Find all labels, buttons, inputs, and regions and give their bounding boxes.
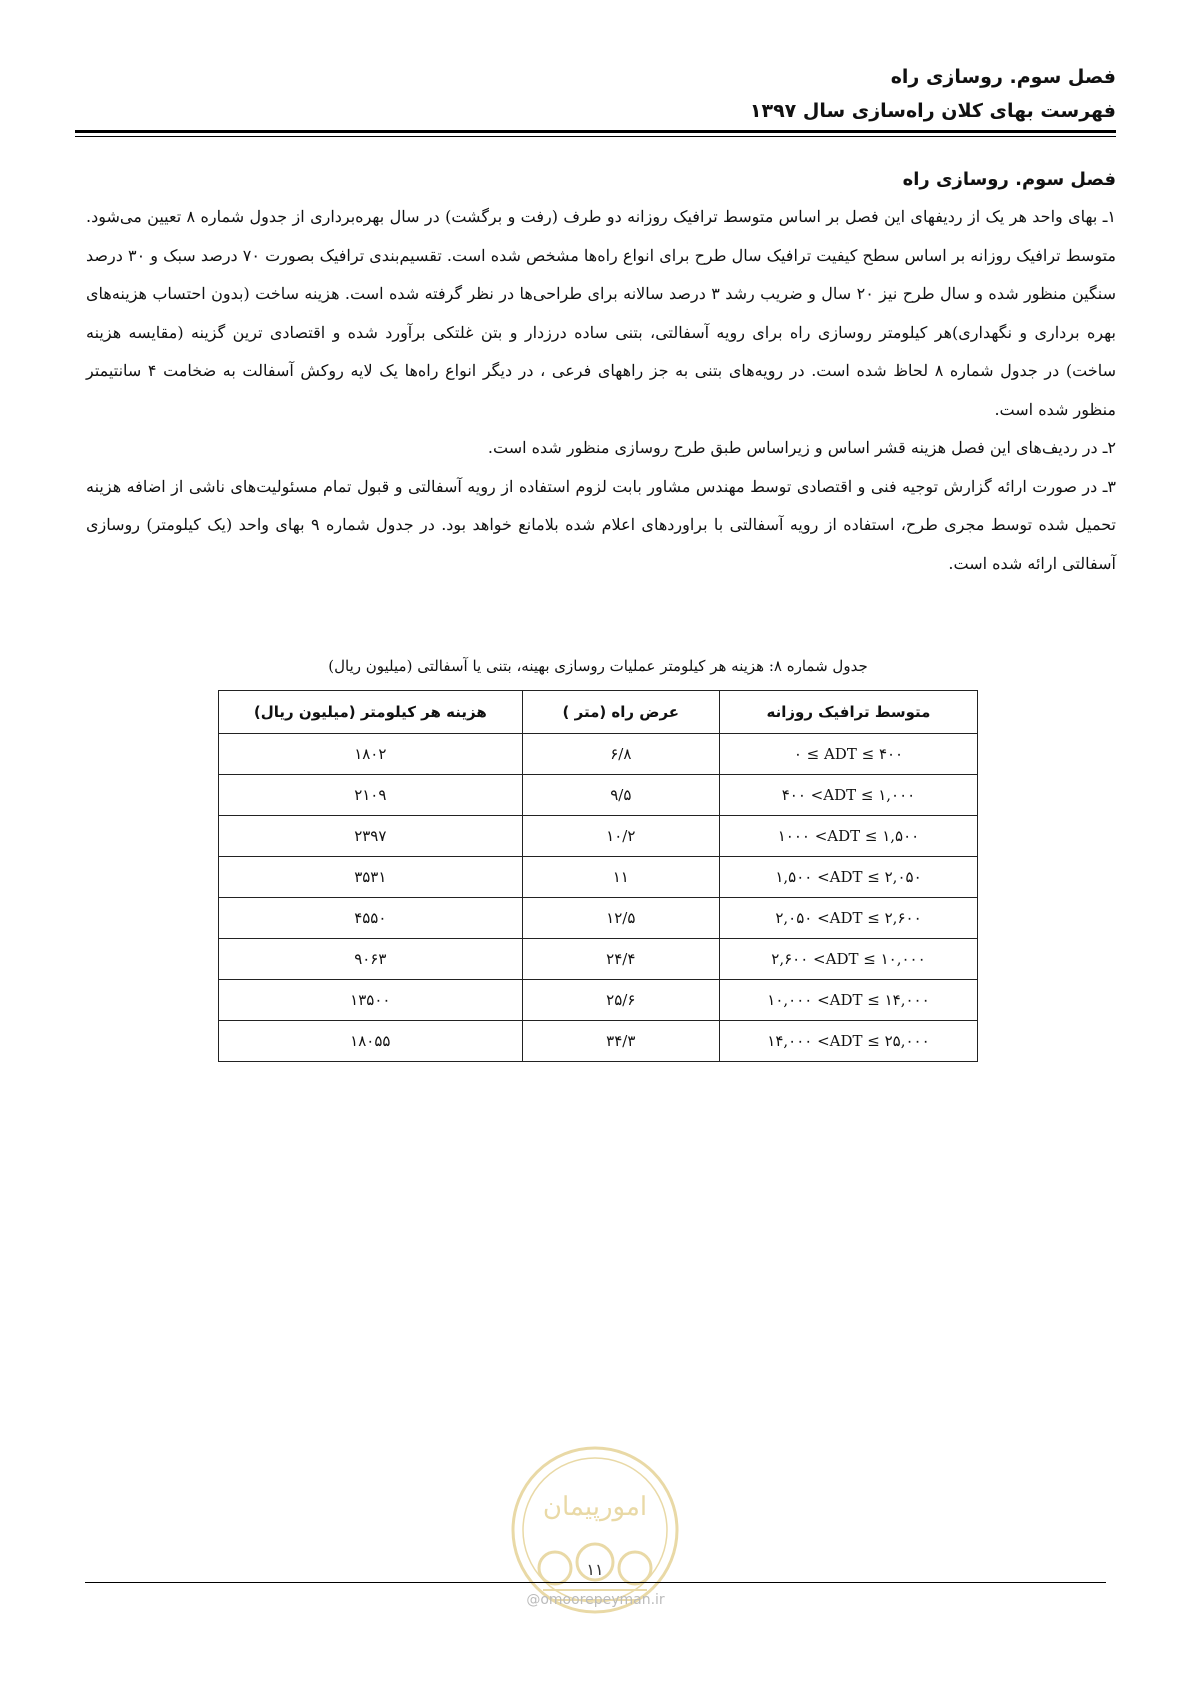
header-list-title: فهرست بهای کلان راه‌سازی سال ۱۳۹۷ bbox=[749, 100, 1116, 122]
cell-cost: ۹۰۶۳ bbox=[219, 939, 523, 980]
cell-traffic bbox=[719, 980, 977, 1021]
cell-width: ۱۱ bbox=[522, 857, 719, 898]
cell-cost: ۴۵۵۰ bbox=[219, 898, 523, 939]
cell-cost: ۲۱۰۹ bbox=[219, 775, 523, 816]
section-title: فصل سوم. روسازی راه bbox=[902, 169, 1116, 190]
cell-cost: ۲۳۹۷ bbox=[219, 816, 523, 857]
watermark-text: امورپیمان bbox=[542, 1492, 648, 1522]
traffic-range: ۲,۶۰۰ <ADT ≤ ۱۰,۰۰۰ bbox=[771, 950, 926, 968]
table-row bbox=[219, 857, 978, 898]
cell-width: ۲۵/۶ bbox=[522, 980, 719, 1021]
paragraph-3: ۳ـ در صورت ارائه گزارش توجیه فنی و اقتصادی توسط مهندس مشاور بابت لزوم استفاده از رویه آسفالتی و قبول تمام مسئولیت‌های ناشی از اضافه هزینه تحمیل شده توسط مجری طرح، استفاده از رویه آسفالتی با براوردهای اعلام شده بلامانع خواهد بود. در جدول شماره ۹ بهای واحد (یک کیلومتر) روسازی آسفالتی ارائه شده است. bbox=[86, 476, 1117, 573]
traffic-range: ۴۰۰ <ADT ≤ ۱,۰۰۰ bbox=[781, 786, 916, 804]
paragraph-2: ۲ـ در ردیف‌های این فصل هزینه قشر اساس و زیراساس طبق طرح روسازی منظور شده است. bbox=[487, 438, 1116, 457]
page-header bbox=[75, 60, 1116, 128]
header-rule-thin bbox=[75, 136, 1116, 137]
body-content bbox=[86, 162, 1116, 583]
cost-table bbox=[218, 690, 978, 1062]
table-row bbox=[219, 775, 978, 816]
cell-width: ۶/۸ bbox=[522, 734, 719, 775]
cell-traffic bbox=[719, 1021, 977, 1062]
cell-cost: ۱۸۰۵۵ bbox=[219, 1021, 523, 1062]
cell-width: ۳۴/۳ bbox=[522, 1021, 719, 1062]
paragraph-1: ۱ـ بهای واحد هر یک از ردیفهای این فصل بر اساس متوسط ترافیک روزانه دو طرف (رفت و برگشت) در سال بهره‌برداری از جدول شماره ۸ تعیین می‌شود. متوسط ترافیک روزانه بر اساس سطح کیفیت ترافیک سال طرح برای انواع راه‌ها مشخص شده است. تقسیم‌بندی ترافیک بصورت ۷۰ درصد سبک و ۳۰ درصد سنگین منظور شده و سال طرح نیز ۲۰ سال و ضریب رشد ۳ درصد سالانه برای طراحی‌ها در نظر گرفته شده است. هزینه ساخت (بدون احتساب هزینه‌های بهره برداری و نگهداری)هر کیلومتر روسازی راه برای رویه آسفالتی، بتنی ساده درزدار و بتن غلتکی برآورد شده و اقتصادی ترین گزینه (مقایسه هزینه ساخت) در جدول شماره ۸ لحاظ شده است. در رویه‌های بتنی به جز راههای فرعی ، در دیگر انواع راه‌ها یک لایه روکش آسفالت به ضخامت ۴ سانتیمتر منظور شده است. bbox=[86, 207, 1117, 419]
header-cost: هزینه هر کیلومتر (میلیون ریال) bbox=[219, 691, 523, 734]
traffic-range: ۱۴,۰۰۰ <ADT ≤ ۲۵,۰۰۰ bbox=[767, 1032, 930, 1050]
traffic-range: ۰ ≤ ADT ≤ ۴۰۰ bbox=[793, 745, 904, 763]
cell-traffic bbox=[719, 898, 977, 939]
table-row bbox=[219, 816, 978, 857]
cell-cost: ۱۸۰۲ bbox=[219, 734, 523, 775]
traffic-range: ۱۰۰۰ <ADT ≤ ۱,۵۰۰ bbox=[777, 827, 920, 845]
table-row bbox=[219, 1021, 978, 1062]
header-traffic: متوسط ترافیک روزانه bbox=[719, 691, 977, 734]
header-chapter-title: فصل سوم. روسازی راه bbox=[890, 66, 1116, 88]
cell-width: ۱۲/۵ bbox=[522, 898, 719, 939]
cell-traffic bbox=[719, 775, 977, 816]
cell-cost: ۳۵۳۱ bbox=[219, 857, 523, 898]
cell-traffic bbox=[719, 857, 977, 898]
header-width: عرض راه (متر ) bbox=[522, 691, 719, 734]
cell-width: ۲۴/۴ bbox=[522, 939, 719, 980]
cell-traffic bbox=[719, 816, 977, 857]
traffic-range: ۱,۵۰۰ <ADT ≤ ۲,۰۵۰ bbox=[775, 868, 922, 886]
table-caption: جدول شماره ۸: هزینه هر کیلومتر عملیات روسازی بهینه، بتنی یا آسفالتی (میلیون ریال) bbox=[328, 657, 868, 675]
table-row bbox=[219, 734, 978, 775]
table-row bbox=[219, 980, 978, 1021]
page-number: ۱۱ bbox=[586, 1560, 604, 1579]
cell-traffic bbox=[719, 939, 977, 980]
traffic-range: ۲,۰۵۰ <ADT ≤ ۲,۶۰۰ bbox=[775, 909, 922, 927]
website-watermark[interactable]: @omoorepeyman.ir bbox=[526, 1592, 665, 1608]
footer-rule bbox=[85, 1582, 1106, 1583]
table-row bbox=[219, 898, 978, 939]
cell-cost: ۱۳۵۰۰ bbox=[219, 980, 523, 1021]
cell-traffic bbox=[719, 734, 977, 775]
traffic-range: ۱۰,۰۰۰ <ADT ≤ ۱۴,۰۰۰ bbox=[767, 991, 930, 1009]
header-rule-thick bbox=[75, 130, 1116, 133]
table-row bbox=[219, 939, 978, 980]
cell-width: ۹/۵ bbox=[522, 775, 719, 816]
table-header-row bbox=[219, 691, 978, 734]
cell-width: ۱۰/۲ bbox=[522, 816, 719, 857]
